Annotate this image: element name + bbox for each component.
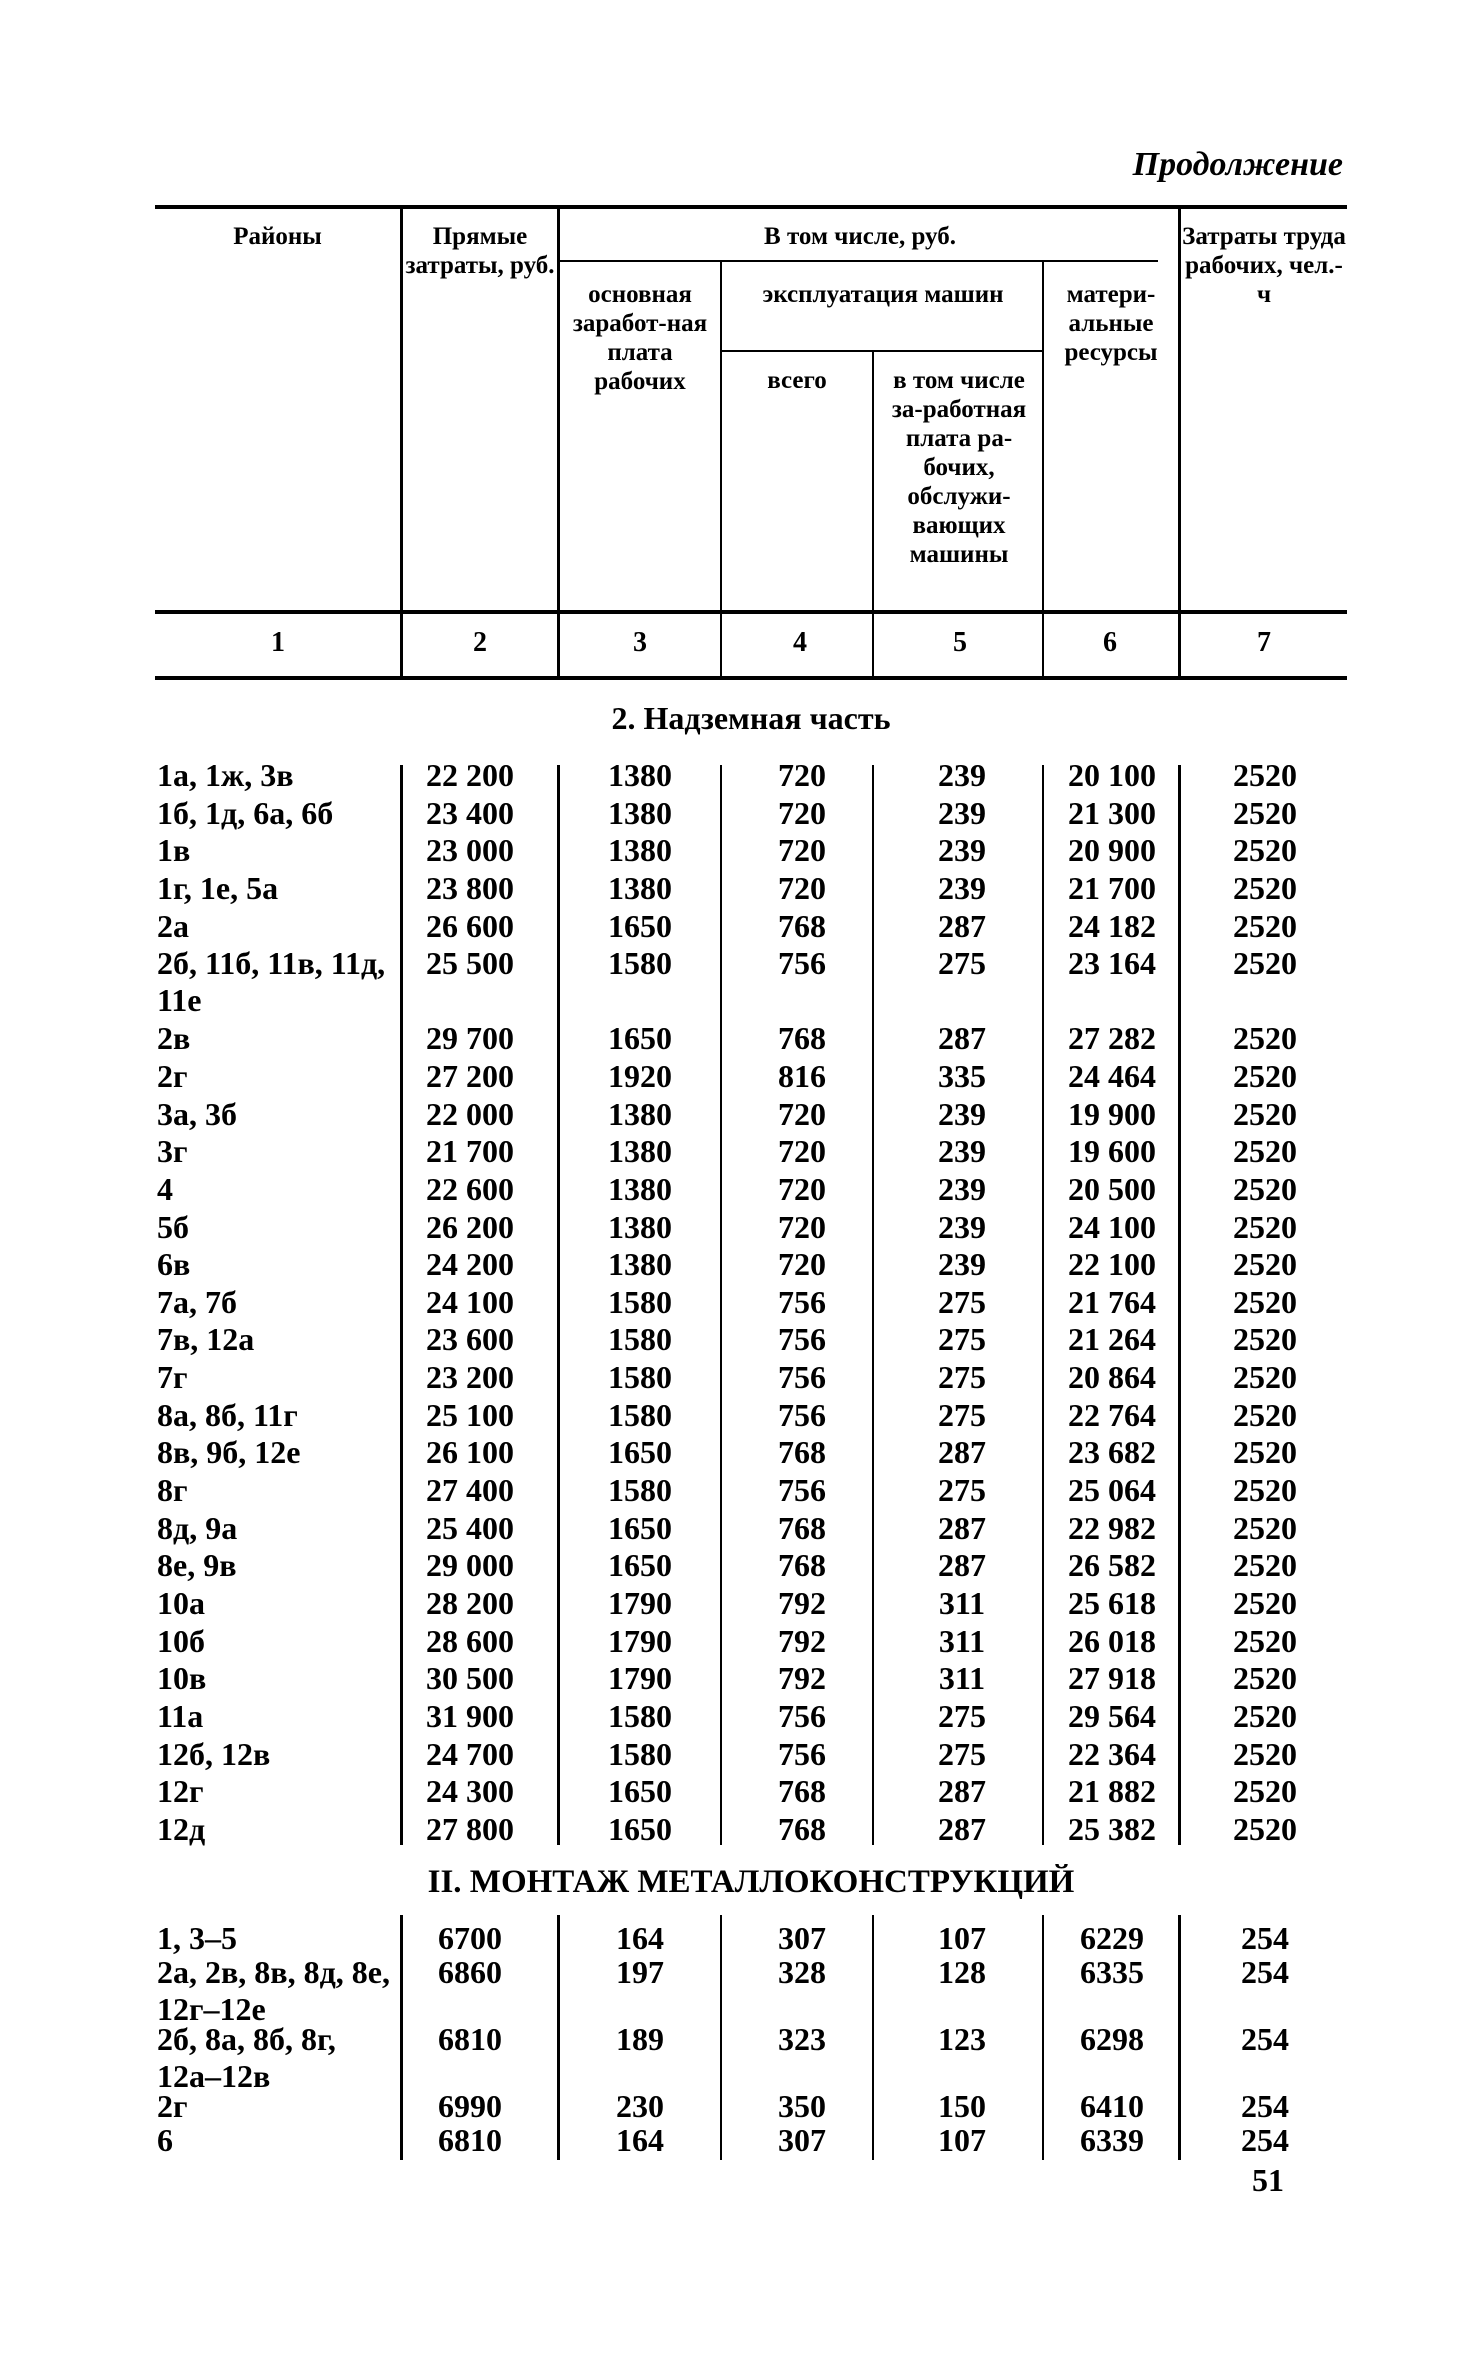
cell-value: 756 xyxy=(778,945,826,982)
cell-value: 26 018 xyxy=(1068,1622,1156,1659)
cell-value: 2520 xyxy=(1233,1246,1297,1283)
column-number-2: 2 xyxy=(473,627,487,658)
cell-value: 1650 xyxy=(608,1810,672,1847)
cell-value: 24 700 xyxy=(426,1735,514,1772)
cell-value: 1650 xyxy=(608,1509,672,1546)
body2-vline-1 xyxy=(400,1915,403,2160)
cell-region: 3г xyxy=(157,1133,188,1170)
cell-value: 2520 xyxy=(1233,1170,1297,1207)
cell-value: 720 xyxy=(778,1246,826,1283)
cell-value: 1790 xyxy=(608,1660,672,1697)
cell-value: 720 xyxy=(778,794,826,831)
cell-value: 27 800 xyxy=(426,1810,514,1847)
cell-value: 22 100 xyxy=(1068,1246,1156,1283)
cell-region: 2в xyxy=(157,1020,191,1057)
cell-value: 27 200 xyxy=(426,1057,514,1094)
cell-value: 6990 xyxy=(438,2088,502,2124)
cell-value: 2520 xyxy=(1233,1396,1297,1433)
cell-region: 1в xyxy=(157,832,191,869)
cell-region: 2а xyxy=(157,907,189,944)
cell-value: 311 xyxy=(938,1660,986,1697)
cell-region: 10б xyxy=(157,1622,205,1659)
header-col-group: В том числе, руб. xyxy=(764,223,956,250)
cell-value: 2520 xyxy=(1233,832,1297,869)
cell-value: 2520 xyxy=(1233,1095,1297,1132)
cell-value: 287 xyxy=(938,1773,986,1810)
cell-value: 768 xyxy=(778,1547,826,1584)
cell-value: 2520 xyxy=(1233,1660,1297,1697)
cell-value: 150 xyxy=(938,2088,986,2124)
cell-value: 756 xyxy=(778,1359,826,1396)
section-title-aboveground: 2. Надземная часть xyxy=(611,700,891,736)
cell-region: 1, 3–5 xyxy=(157,1920,237,1956)
cell-value: 2520 xyxy=(1233,1509,1297,1546)
cell-value: 26 200 xyxy=(426,1208,514,1245)
cell-value: 1650 xyxy=(608,1547,672,1584)
cell-value: 1380 xyxy=(608,1133,672,1170)
cell-value: 720 xyxy=(778,1133,826,1170)
cell-value: 239 xyxy=(938,1095,986,1132)
cell-value: 2520 xyxy=(1233,1359,1297,1396)
cell-value: 20 900 xyxy=(1068,832,1156,869)
body1-vline-4 xyxy=(872,765,874,1845)
cell-value: 23 164 xyxy=(1068,945,1156,982)
cell-value: 26 600 xyxy=(426,907,514,944)
cell-region: 10в xyxy=(157,1660,207,1697)
column-number-7: 7 xyxy=(1257,627,1271,658)
cell-value: 6700 xyxy=(438,1920,502,1956)
cell-value: 1790 xyxy=(608,1622,672,1659)
numbers-bottom-rule xyxy=(155,676,1347,680)
cell-value: 19 600 xyxy=(1068,1133,1156,1170)
column-number-1: 1 xyxy=(271,627,285,658)
cell-value: 21 300 xyxy=(1068,794,1156,831)
header-col-machines: эксплуатация машин xyxy=(762,281,1004,308)
cell-value: 254 xyxy=(1241,1954,1289,1990)
cell-value: 1650 xyxy=(608,1773,672,1810)
cell-value: 275 xyxy=(938,1697,986,1734)
cell-value: 27 400 xyxy=(426,1472,514,1509)
cell-value: 25 500 xyxy=(426,945,514,982)
cell-value: 254 xyxy=(1241,2021,1289,2057)
cell-value: 720 xyxy=(778,869,826,906)
cell-value: 275 xyxy=(938,1472,986,1509)
cell-region: 2б, 8а, 8б, 8г, 12а–12в xyxy=(157,2021,336,2094)
cell-value: 307 xyxy=(778,1920,826,1956)
cell-region: 12г xyxy=(157,1773,204,1810)
cell-region: 7в, 12а xyxy=(157,1321,255,1358)
cell-region: 8е, 9в xyxy=(157,1547,237,1584)
cell-value: 21 764 xyxy=(1068,1283,1156,1320)
cell-value: 2520 xyxy=(1233,945,1297,982)
cell-region: 4 xyxy=(157,1170,173,1207)
header-col-wages: основная заработ-ная плата рабочих xyxy=(572,281,708,395)
cell-value: 29 564 xyxy=(1068,1697,1156,1734)
cell-region: 1а, 1ж, 3в xyxy=(157,757,294,793)
header-group-rule xyxy=(560,260,1158,262)
cell-region: 1г, 1е, 5а xyxy=(157,869,279,906)
header-machines-rule xyxy=(722,350,1044,352)
cell-region: 2а, 2в, 8в, 8д, 8е, 12г–12е xyxy=(157,1954,390,2027)
cell-region: 1б, 1д, 6а, 6б xyxy=(157,794,334,831)
body1-vline-3 xyxy=(720,765,722,1845)
page-number: 51 xyxy=(1252,2162,1284,2198)
cell-value: 287 xyxy=(938,1509,986,1546)
cell-value: 20 100 xyxy=(1068,757,1156,793)
cell-value: 2520 xyxy=(1233,1773,1297,1810)
cell-value: 6810 xyxy=(438,2021,502,2057)
cell-value: 768 xyxy=(778,907,826,944)
cell-value: 1580 xyxy=(608,1472,672,1509)
cell-value: 756 xyxy=(778,1472,826,1509)
cell-value: 24 200 xyxy=(426,1246,514,1283)
cell-value: 254 xyxy=(1241,1920,1289,1956)
cell-value: 1380 xyxy=(608,869,672,906)
header-vline-1 xyxy=(400,205,403,680)
cell-value: 1380 xyxy=(608,757,672,793)
cell-region: 6в xyxy=(157,1246,191,1283)
cell-value: 189 xyxy=(616,2021,664,2057)
header-vline-4 xyxy=(872,350,874,680)
cell-value: 239 xyxy=(938,794,986,831)
header-col-machine-wages: в том числе за-работная плата ра-бочих, обслужи-вающих машины xyxy=(891,367,1027,568)
cell-value: 2520 xyxy=(1233,907,1297,944)
header-vline-3 xyxy=(720,260,722,680)
cell-region: 2г xyxy=(157,2088,188,2124)
cell-value: 1580 xyxy=(608,1396,672,1433)
column-number-5: 5 xyxy=(953,627,967,658)
cell-value: 311 xyxy=(938,1622,986,1659)
cell-value: 254 xyxy=(1241,2122,1289,2158)
cell-value: 792 xyxy=(778,1622,826,1659)
cell-value: 1380 xyxy=(608,1170,672,1207)
cell-value: 816 xyxy=(778,1057,826,1094)
cell-value: 26 100 xyxy=(426,1434,514,1471)
body2-vline-6 xyxy=(1178,1915,1181,2160)
cell-value: 1380 xyxy=(608,794,672,831)
cell-value: 25 382 xyxy=(1068,1810,1156,1847)
cell-value: 720 xyxy=(778,832,826,869)
cell-value: 239 xyxy=(938,757,986,793)
cell-value: 768 xyxy=(778,1509,826,1546)
cell-value: 24 300 xyxy=(426,1773,514,1810)
cell-value: 128 xyxy=(938,1954,986,1990)
cell-value: 275 xyxy=(938,1396,986,1433)
cell-value: 2520 xyxy=(1233,1735,1297,1772)
cell-value: 1580 xyxy=(608,1321,672,1358)
cell-value: 1380 xyxy=(608,1095,672,1132)
cell-value: 6410 xyxy=(1080,2088,1144,2124)
cell-value: 23 682 xyxy=(1068,1434,1156,1471)
cell-value: 21 700 xyxy=(1068,869,1156,906)
cell-value: 2520 xyxy=(1233,1810,1297,1847)
cell-value: 328 xyxy=(778,1954,826,1990)
cell-value: 30 500 xyxy=(426,1660,514,1697)
cell-value: 2520 xyxy=(1233,1133,1297,1170)
cell-value: 6860 xyxy=(438,1954,502,1990)
cell-value: 2520 xyxy=(1233,1321,1297,1358)
header-col-regions: Районы xyxy=(233,223,322,250)
cell-value: 22 600 xyxy=(426,1170,514,1207)
cell-region: 11а xyxy=(157,1697,204,1734)
cell-value: 24 464 xyxy=(1068,1057,1156,1094)
cell-value: 287 xyxy=(938,1547,986,1584)
continued-label: Продолжение xyxy=(1132,146,1343,183)
cell-region: 8в, 9б, 12е xyxy=(157,1434,301,1471)
cell-value: 756 xyxy=(778,1321,826,1358)
cell-value: 287 xyxy=(938,1020,986,1057)
cell-value: 239 xyxy=(938,869,986,906)
cell-value: 25 618 xyxy=(1068,1585,1156,1621)
body2-vline-2 xyxy=(557,1915,560,2160)
cell-value: 2520 xyxy=(1233,1057,1297,1094)
cell-value: 1920 xyxy=(608,1057,672,1094)
cell-region: 12д xyxy=(157,1810,206,1847)
cell-value: 24 100 xyxy=(426,1283,514,1320)
cell-value: 2520 xyxy=(1233,1697,1297,1734)
cell-value: 29 000 xyxy=(426,1547,514,1584)
cell-value: 20 500 xyxy=(1068,1170,1156,1207)
cell-region: 7г xyxy=(157,1359,188,1396)
column-number-3: 3 xyxy=(633,627,647,658)
cell-value: 335 xyxy=(938,1057,986,1094)
cell-value: 275 xyxy=(938,1283,986,1320)
cell-value: 307 xyxy=(778,2122,826,2158)
cell-value: 29 700 xyxy=(426,1020,514,1057)
cell-value: 25 100 xyxy=(426,1396,514,1433)
cell-region: 7а, 7б xyxy=(157,1283,237,1320)
cell-value: 164 xyxy=(616,1920,664,1956)
section-title-metal-structures: II. МОНТАЖ МЕТАЛЛОКОНСТРУКЦИЙ xyxy=(427,1864,1075,1900)
cell-value: 164 xyxy=(616,2122,664,2158)
cell-value: 287 xyxy=(938,1434,986,1471)
cell-value: 27 918 xyxy=(1068,1660,1156,1697)
cell-region: 2б, 11б, 11в, 11д, 11е xyxy=(157,945,386,1019)
cell-value: 6298 xyxy=(1080,2021,1144,2057)
cell-region: 10а xyxy=(157,1585,205,1621)
cell-value: 22 000 xyxy=(426,1095,514,1132)
cell-value: 2520 xyxy=(1233,1020,1297,1057)
column-number-6: 6 xyxy=(1103,627,1117,658)
cell-value: 756 xyxy=(778,1396,826,1433)
cell-value: 23 000 xyxy=(426,832,514,869)
header-col-materials: матери-альные ресурсы xyxy=(1064,281,1158,366)
cell-value: 768 xyxy=(778,1773,826,1810)
cell-value: 21 700 xyxy=(426,1133,514,1170)
cell-value: 19 900 xyxy=(1068,1095,1156,1132)
header-top-rule xyxy=(155,205,1347,209)
cell-value: 24 100 xyxy=(1068,1208,1156,1245)
cell-value: 311 xyxy=(938,1585,986,1621)
cell-value: 1580 xyxy=(608,1283,672,1320)
cell-value: 6229 xyxy=(1080,1920,1144,1956)
cell-value: 768 xyxy=(778,1810,826,1847)
header-col-machines-total: всего xyxy=(767,367,827,394)
cell-value: 2520 xyxy=(1233,1547,1297,1584)
cell-value: 23 600 xyxy=(426,1321,514,1358)
cell-value: 768 xyxy=(778,1434,826,1471)
cell-value: 720 xyxy=(778,1170,826,1207)
cell-value: 23 200 xyxy=(426,1359,514,1396)
cell-value: 23 400 xyxy=(426,794,514,831)
cell-value: 6810 xyxy=(438,2122,502,2158)
cell-value: 720 xyxy=(778,1095,826,1132)
cell-value: 239 xyxy=(938,1246,986,1283)
body2-vline-4 xyxy=(872,1915,874,2160)
cell-value: 1790 xyxy=(608,1585,672,1621)
body2-vline-5 xyxy=(1042,1915,1044,2160)
cell-value: 22 982 xyxy=(1068,1509,1156,1546)
cell-region: 8д, 9а xyxy=(157,1509,238,1546)
cell-value: 28 200 xyxy=(426,1585,514,1621)
cell-region: 5б xyxy=(157,1208,189,1245)
cell-value: 6339 xyxy=(1080,2122,1144,2158)
cell-value: 22 764 xyxy=(1068,1396,1156,1433)
cell-region: 12б, 12в xyxy=(157,1735,271,1772)
body1-vline-6 xyxy=(1178,765,1181,1845)
cell-value: 23 800 xyxy=(426,869,514,906)
cell-value: 1580 xyxy=(608,1735,672,1772)
cell-value: 275 xyxy=(938,1359,986,1396)
cell-region: 3а, 3б xyxy=(157,1095,237,1132)
column-number-4: 4 xyxy=(793,627,807,658)
cell-value: 107 xyxy=(938,1920,986,1956)
cell-value: 25 400 xyxy=(426,1509,514,1546)
cell-value: 756 xyxy=(778,1283,826,1320)
cell-value: 2520 xyxy=(1233,869,1297,906)
cell-value: 720 xyxy=(778,1208,826,1245)
cell-value: 2520 xyxy=(1233,1622,1297,1659)
cell-value: 239 xyxy=(938,1208,986,1245)
cell-value: 756 xyxy=(778,1735,826,1772)
cell-value: 1650 xyxy=(608,1434,672,1471)
cell-value: 768 xyxy=(778,1020,826,1057)
cell-value: 25 064 xyxy=(1068,1472,1156,1509)
cell-value: 275 xyxy=(938,1735,986,1772)
header-vline-2 xyxy=(557,205,560,680)
cell-value: 2520 xyxy=(1233,1208,1297,1245)
cell-value: 1650 xyxy=(608,907,672,944)
cell-region: 6 xyxy=(157,2122,173,2158)
cell-value: 1580 xyxy=(608,945,672,982)
cell-value: 239 xyxy=(938,832,986,869)
cell-value: 287 xyxy=(938,907,986,944)
cell-value: 20 864 xyxy=(1068,1359,1156,1396)
cell-value: 21 882 xyxy=(1068,1773,1156,1810)
cell-value: 107 xyxy=(938,2122,986,2158)
cell-value: 1380 xyxy=(608,1208,672,1245)
cell-region: 8г xyxy=(157,1472,188,1509)
cell-value: 275 xyxy=(938,1321,986,1358)
cell-value: 2520 xyxy=(1233,1472,1297,1509)
header-bottom-rule xyxy=(155,610,1347,614)
cell-value: 6335 xyxy=(1080,1954,1144,1990)
cell-value: 1650 xyxy=(608,1020,672,1057)
cell-value: 1380 xyxy=(608,832,672,869)
cell-value: 2520 xyxy=(1233,1434,1297,1471)
body1-vline-5 xyxy=(1042,765,1044,1845)
cell-value: 123 xyxy=(938,2021,986,2057)
cell-region: 8а, 8б, 11г xyxy=(157,1396,298,1433)
cell-value: 22 364 xyxy=(1068,1735,1156,1772)
cell-value: 792 xyxy=(778,1585,826,1621)
header-col-direct-costs: Прямые затраты, руб. xyxy=(405,223,555,279)
cell-value: 28 600 xyxy=(426,1622,514,1659)
cell-value: 2520 xyxy=(1233,757,1297,793)
cell-value: 1580 xyxy=(608,1697,672,1734)
cell-value: 31 900 xyxy=(426,1697,514,1734)
header-col-labor: Затраты труда рабочих, чел.-ч xyxy=(1182,223,1346,308)
cell-value: 24 182 xyxy=(1068,907,1156,944)
cell-value: 27 282 xyxy=(1068,1020,1156,1057)
cell-value: 287 xyxy=(938,1810,986,1847)
cell-value: 792 xyxy=(778,1660,826,1697)
cell-value: 239 xyxy=(938,1170,986,1207)
body1-vline-1 xyxy=(400,765,403,1845)
cell-value: 1580 xyxy=(608,1359,672,1396)
cell-value: 720 xyxy=(778,757,826,793)
body2-vline-3 xyxy=(720,1915,722,2160)
cell-value: 239 xyxy=(938,1133,986,1170)
cell-value: 2520 xyxy=(1233,1283,1297,1320)
body1-vline-2 xyxy=(557,765,560,1845)
cell-value: 21 264 xyxy=(1068,1321,1156,1358)
cell-value: 22 200 xyxy=(426,757,514,793)
cell-value: 230 xyxy=(616,2088,664,2124)
cell-value: 756 xyxy=(778,1697,826,1734)
cell-region: 2г xyxy=(157,1057,188,1094)
cell-value: 323 xyxy=(778,2021,826,2057)
cell-value: 26 582 xyxy=(1068,1547,1156,1584)
cell-value: 275 xyxy=(938,945,986,982)
cell-value: 2520 xyxy=(1233,794,1297,831)
cell-value: 2520 xyxy=(1233,1585,1297,1621)
cell-value: 350 xyxy=(778,2088,826,2124)
cell-value: 254 xyxy=(1241,2088,1289,2124)
cell-value: 1380 xyxy=(608,1246,672,1283)
cell-value: 197 xyxy=(616,1954,664,1990)
